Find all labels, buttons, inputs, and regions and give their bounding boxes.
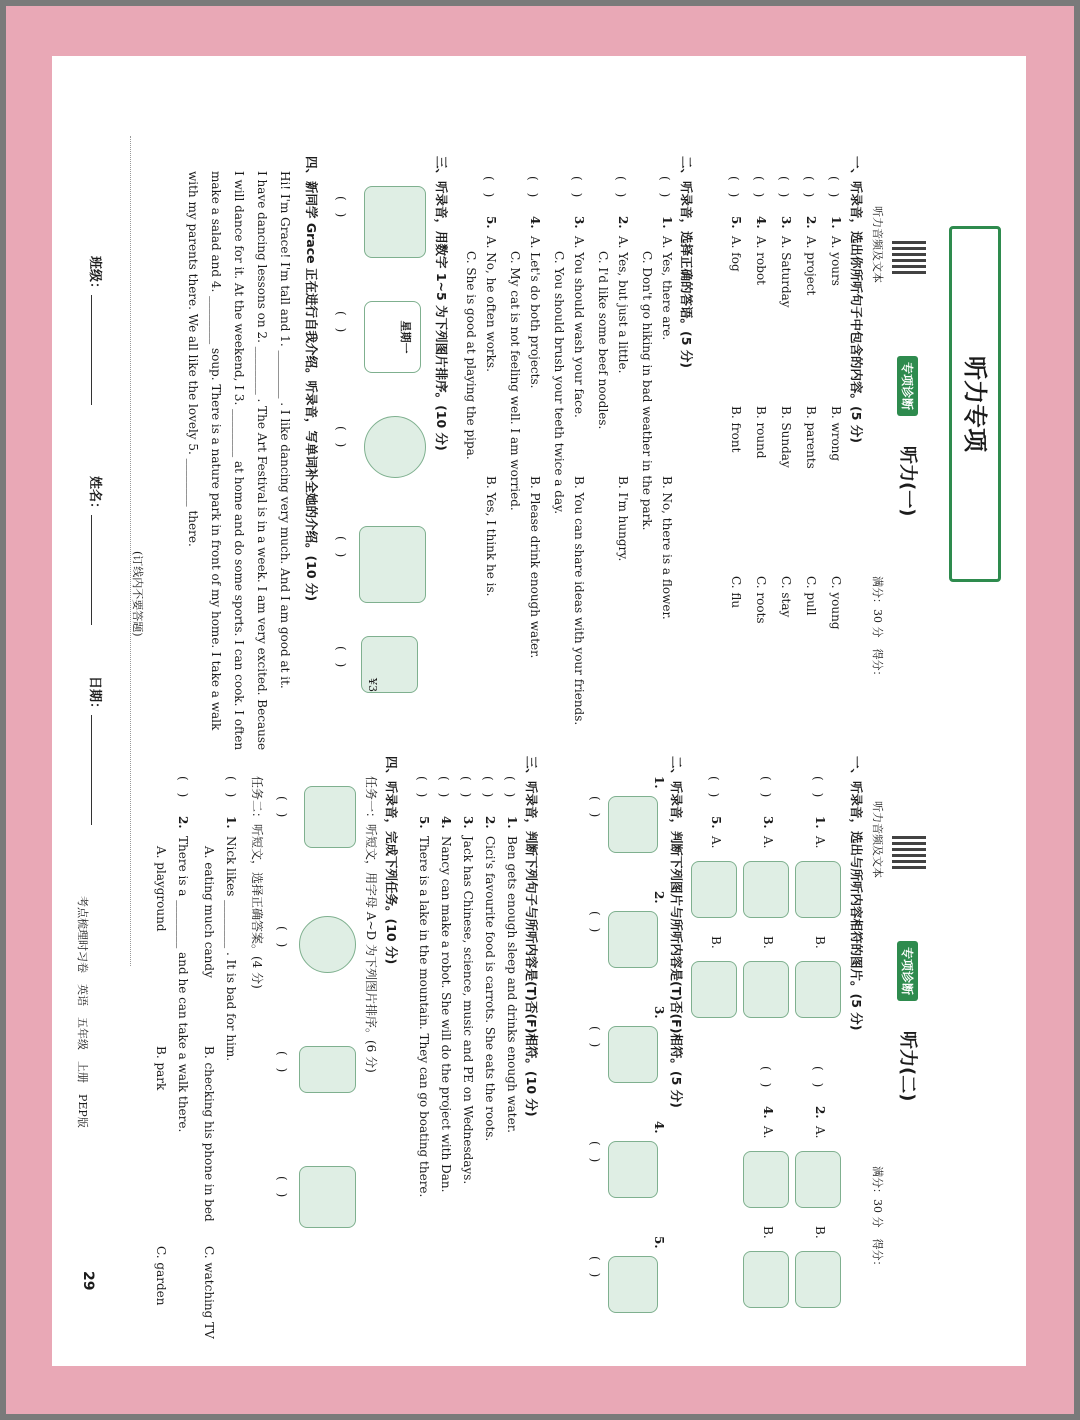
statement-text: Ben gets enough sleep and drinks enough water. [505,836,519,1133]
answer-paren[interactable]: ( ) [415,776,429,798]
answer-paren[interactable]: ( ) [334,646,348,668]
item-number: 4. [528,216,542,229]
answer-paren[interactable]: ( ) [176,776,190,798]
list-item [818,176,843,736]
part2-score: 满分：30 分 得分： [871,1166,884,1272]
option-a: A. project [804,236,818,296]
part2-q1-heading: 一、听录音，选出与所听内容相符的图片。(5 分) [849,756,864,1031]
task1-label: 任务一：听短文，用字母 A~D 为下列图片排序。(6 分) [364,776,378,1073]
item-number: 5. [709,816,723,829]
part2-title: 听力(二) [897,1031,918,1102]
boy-desk-picture [364,416,426,478]
list-item [498,176,542,736]
option-b: B. checking his phone in bed [202,1046,216,1222]
answer-paren[interactable]: ( ) [588,1256,602,1278]
item-number: 2. [616,216,630,229]
part1-title: 听力(一) [897,446,918,517]
list-item [630,176,674,736]
option-a: A. yours [829,236,843,286]
question-text: There is a ________ and he can take a walk there. [176,836,190,1133]
answer-paren[interactable]: ( ) [811,1066,825,1088]
question-text: Nick likes ________ . It is bad for him. [224,836,238,1062]
item-number: 4. [652,1121,666,1134]
passage-line: with my parents there. We all like the lovely 5. ________ there. [186,171,200,547]
passage-line: make a salad and 4. ________ soup. There is a nature park in front of my home. I take a walk [209,171,223,731]
list-item [497,776,519,1356]
list-item [793,1066,841,1346]
option-a: A. [709,836,723,849]
item-number: 1. [652,776,666,789]
answer-paren[interactable]: ( ) [752,176,766,198]
qr-label: 听力音频及文本 [871,801,884,878]
class-label: 班级： [87,256,102,296]
option-a: A. [813,836,827,849]
list-item [586,176,630,736]
option-c: C. young [829,576,843,630]
part2-q4-list [146,776,242,1356]
answer-paren[interactable]: ( ) [570,176,584,198]
list-item [743,176,768,736]
part1-q1-heading: 一、听录音，选出你所听句子中包含的内容。(5 分) [849,156,864,443]
answer-paren[interactable]: ( ) [275,926,289,948]
answer-paren[interactable]: ( ) [727,176,741,198]
option-b: B. Please drink enough water. [528,476,542,659]
statement-text: Jack has Chinese, science, music and PE on Wednesdays. [461,836,475,1185]
item-number: 5. [417,816,431,829]
weekday-card-picture [364,301,421,373]
part2-q2-pictures [586,776,666,1356]
answer-paren[interactable]: ( ) [707,776,721,798]
item-number: 5. [484,216,498,229]
list-item [793,776,841,1056]
answer-paren[interactable]: ( ) [588,796,602,818]
option-c: C. flu [729,576,743,609]
item-number: 4. [754,216,768,229]
option-b-picture [743,961,789,1018]
option-b: B. [761,1226,775,1239]
list-item [475,776,497,1356]
option-c: C. I'd like some beef noodles. [596,251,610,430]
boy-running-picture [299,1046,356,1093]
option-b: B. [761,936,775,949]
option-b: B. round [754,406,768,459]
item-number: 1. [224,816,238,829]
part2-q3-heading: 三、听录音，判断下列句子与所听内容是(T)否(F)相符。(10 分) [524,756,539,1117]
option-c: C. garden [154,1246,168,1306]
section-title: 听力专项 [949,226,1001,582]
statement-text: Cici's favourite food is carrots. She eats the roots. [483,836,497,1142]
item-number: 2. [813,1106,827,1119]
option-b-picture [743,1251,789,1308]
option-c: C. She is good at playing the pipa. [464,251,478,460]
answer-paren[interactable]: ( ) [759,1066,773,1088]
list-item [718,176,743,736]
qr-code-icon[interactable] [892,836,926,870]
item-number: 3. [461,816,475,829]
option-a: A. fog [729,236,743,272]
statement-text: There is a lake in the mountain. They can go boating there. [417,836,431,1198]
option-b: B. You can share ideas with your friends. [572,476,586,726]
answer-paren[interactable]: ( ) [224,776,238,798]
name-label: 姓名： [87,476,102,516]
answer-paren[interactable]: ( ) [334,196,348,218]
option-b-picture [795,1251,841,1308]
item-number: 1. [813,816,827,829]
answer-paren[interactable]: ( ) [482,176,496,198]
worksheet-page [52,56,1026,1366]
answer-paren[interactable]: ( ) [334,311,348,333]
option-b: B. Sunday [779,406,793,468]
boy-desk-phone-picture [299,1166,356,1228]
qr-label: 听力音频及文本 [871,206,884,283]
picture [608,796,658,853]
item-number: 1. [829,216,843,229]
name-field[interactable] [87,476,106,625]
item-number: 3. [779,216,793,229]
diagnosis-tag: 专项诊断 [897,356,918,416]
price-label: ¥3 [366,678,379,692]
item-number: 5. [729,216,743,229]
option-a-picture [795,861,841,918]
task2-label: 任务二：听短文，选择正确答案。(4 分) [250,776,264,989]
milk-box-picture [361,636,418,693]
schedule-picture [364,186,426,258]
option-a: A. Let's do both projects. [528,236,542,389]
boy-bed-picture [304,786,356,848]
card-label: 星期一 [399,320,412,354]
answer-paren[interactable]: ( ) [334,536,348,558]
item-number: 3. [761,816,775,829]
class-field[interactable] [87,256,106,405]
part2-q4-heading: 四、听录音，完成下列任务。(10 分) [384,756,399,965]
list-item [793,176,818,736]
date-label: 日期： [87,676,102,716]
passage-line: I have dancing lessons on 2. ________ . The Art Festival is in a week. I am very excited. Because [255,171,269,751]
option-a: A. No, he often works. [484,236,498,372]
item-number: 1. [660,216,674,229]
part2-q2-heading: 二、听录音，判断下列图片与所听内容是(T)否(F)相符。(5 分) [669,756,684,1108]
part1-q3-heading: 三、听录音，用数字 1~5 为下列图片排序。(10 分) [434,156,449,451]
option-a-picture [743,861,789,918]
picture [608,1256,658,1313]
option-a: A. Yes, but just a little. [616,236,630,374]
list-item [768,176,793,736]
passage-line: I will dance for it. At the weekend, I 3. ________ at home and do some sports. I can cook. I often [232,171,246,751]
option-c: C. You should brush your teeth twice a day. [552,251,566,515]
option-c: C. stay [779,576,793,618]
item-number: 1. [505,816,519,829]
food-plate-picture [299,916,356,973]
diagnosis-tag: 专项诊断 [897,941,918,1001]
option-b-picture [691,961,737,1018]
page-number: 29 [80,1271,96,1291]
option-a: A. [813,1126,827,1139]
picture [608,1141,658,1198]
answer-paren[interactable]: ( ) [275,1176,289,1198]
list-item [741,1066,789,1346]
answer-paren[interactable]: ( ) [827,176,841,198]
answer-paren[interactable]: ( ) [759,776,773,798]
option-a-picture [743,1151,789,1208]
part1-q2-list [454,176,674,736]
item-number: 2. [652,891,666,904]
option-a: A. [761,836,775,849]
rotated-page-content [52,56,1026,1366]
part1-score: 满分：30 分 得分： [871,576,884,682]
option-b: B. [813,936,827,949]
list-item [741,776,789,1056]
item-number: 5. [652,1236,666,1249]
date-field[interactable] [87,676,106,825]
list-item [689,776,737,1056]
qr-code-icon[interactable] [892,241,926,275]
answer-paren[interactable]: ( ) [437,776,451,798]
answer-paren[interactable]: ( ) [588,911,602,933]
option-c: C. roots [754,576,768,624]
option-b: B. parents [804,406,818,469]
answer-paren[interactable]: ( ) [275,1051,289,1073]
list-item [194,776,242,1356]
part1-q4-heading: 四、新同学 Grace 正在进行自我介绍。听录音，写单词补全她的介绍。(10 分) [304,156,319,602]
option-b: B. No, there is a flower. [660,476,674,620]
answer-paren[interactable]: ( ) [503,776,517,798]
answer-paren[interactable]: ( ) [588,1026,602,1048]
answer-paren[interactable]: ( ) [802,176,816,198]
list-item [431,776,453,1356]
answer-paren[interactable]: ( ) [777,176,791,198]
item-number: 2. [176,816,190,829]
list-item [146,776,194,1356]
option-b: B. park [154,1046,168,1091]
list-item [542,176,586,736]
kids-cooking-picture [359,526,426,603]
answer-paren[interactable]: ( ) [459,776,473,798]
option-b: B. I'm hungry. [616,476,630,562]
option-b: B. wrong [829,406,843,462]
option-c: C. pull [804,576,818,616]
option-b-picture [795,961,841,1018]
option-a-picture [691,861,737,918]
option-b: B. Yes, I think he is. [484,476,498,597]
part1-q4-passage [181,171,296,751]
option-a: A. You should wash your face. [572,236,586,418]
option-a-picture [795,1151,841,1208]
option-a: A. [761,1126,775,1139]
picture [608,911,658,968]
list-item [454,176,498,736]
cut-note: (订线内不要答题) [131,551,144,637]
list-item [409,776,431,1356]
list-item [453,776,475,1356]
answer-paren[interactable]: ( ) [614,176,628,198]
option-a: A. eating much candy [202,846,216,978]
statement-text: Nancy can make a robot. She will do the project with Dan. [439,836,453,1193]
answer-paren[interactable]: ( ) [481,776,495,798]
answer-paren[interactable]: ( ) [334,426,348,448]
option-c: C. Don't go hiking in bad weather in the park. [640,251,654,531]
item-number: 3. [572,216,586,229]
item-number: 4. [439,816,453,829]
answer-paren[interactable]: ( ) [811,776,825,798]
option-a: A. robot [754,236,768,285]
item-number: 2. [804,216,818,229]
answer-paren[interactable]: ( ) [275,796,289,818]
picture [608,1026,658,1083]
part1-q1-list [718,176,843,736]
passage-line: Hi! I'm Grace! I'm tall and 1. ________ . I like dancing very much. And I am good at it. [278,171,292,689]
option-b: B. [709,936,723,949]
item-number: 2. [483,816,497,829]
item-number: 4. [761,1106,775,1119]
item-number: 3. [652,1006,666,1019]
answer-paren[interactable]: ( ) [658,176,672,198]
option-a: A. Saturday [779,236,793,308]
book-footer: 考点梳理时习卷 英语 五年级 上册 PEP版 [76,896,89,1128]
option-a: A. playground [154,846,168,932]
answer-paren[interactable]: ( ) [588,1141,602,1163]
option-b: B. front [729,406,743,453]
answer-paren[interactable]: ( ) [526,176,540,198]
part1-q2-heading: 二、听录音，选择正确的答语。(5 分) [679,156,694,368]
part2-q3-list [409,776,519,1356]
option-c: C. My cat is not feeling well. I am worried. [508,251,522,511]
option-c: C. watching TV [202,1246,216,1339]
option-a: A. Yes, there are. [660,236,674,341]
option-b: B. [813,1226,827,1239]
